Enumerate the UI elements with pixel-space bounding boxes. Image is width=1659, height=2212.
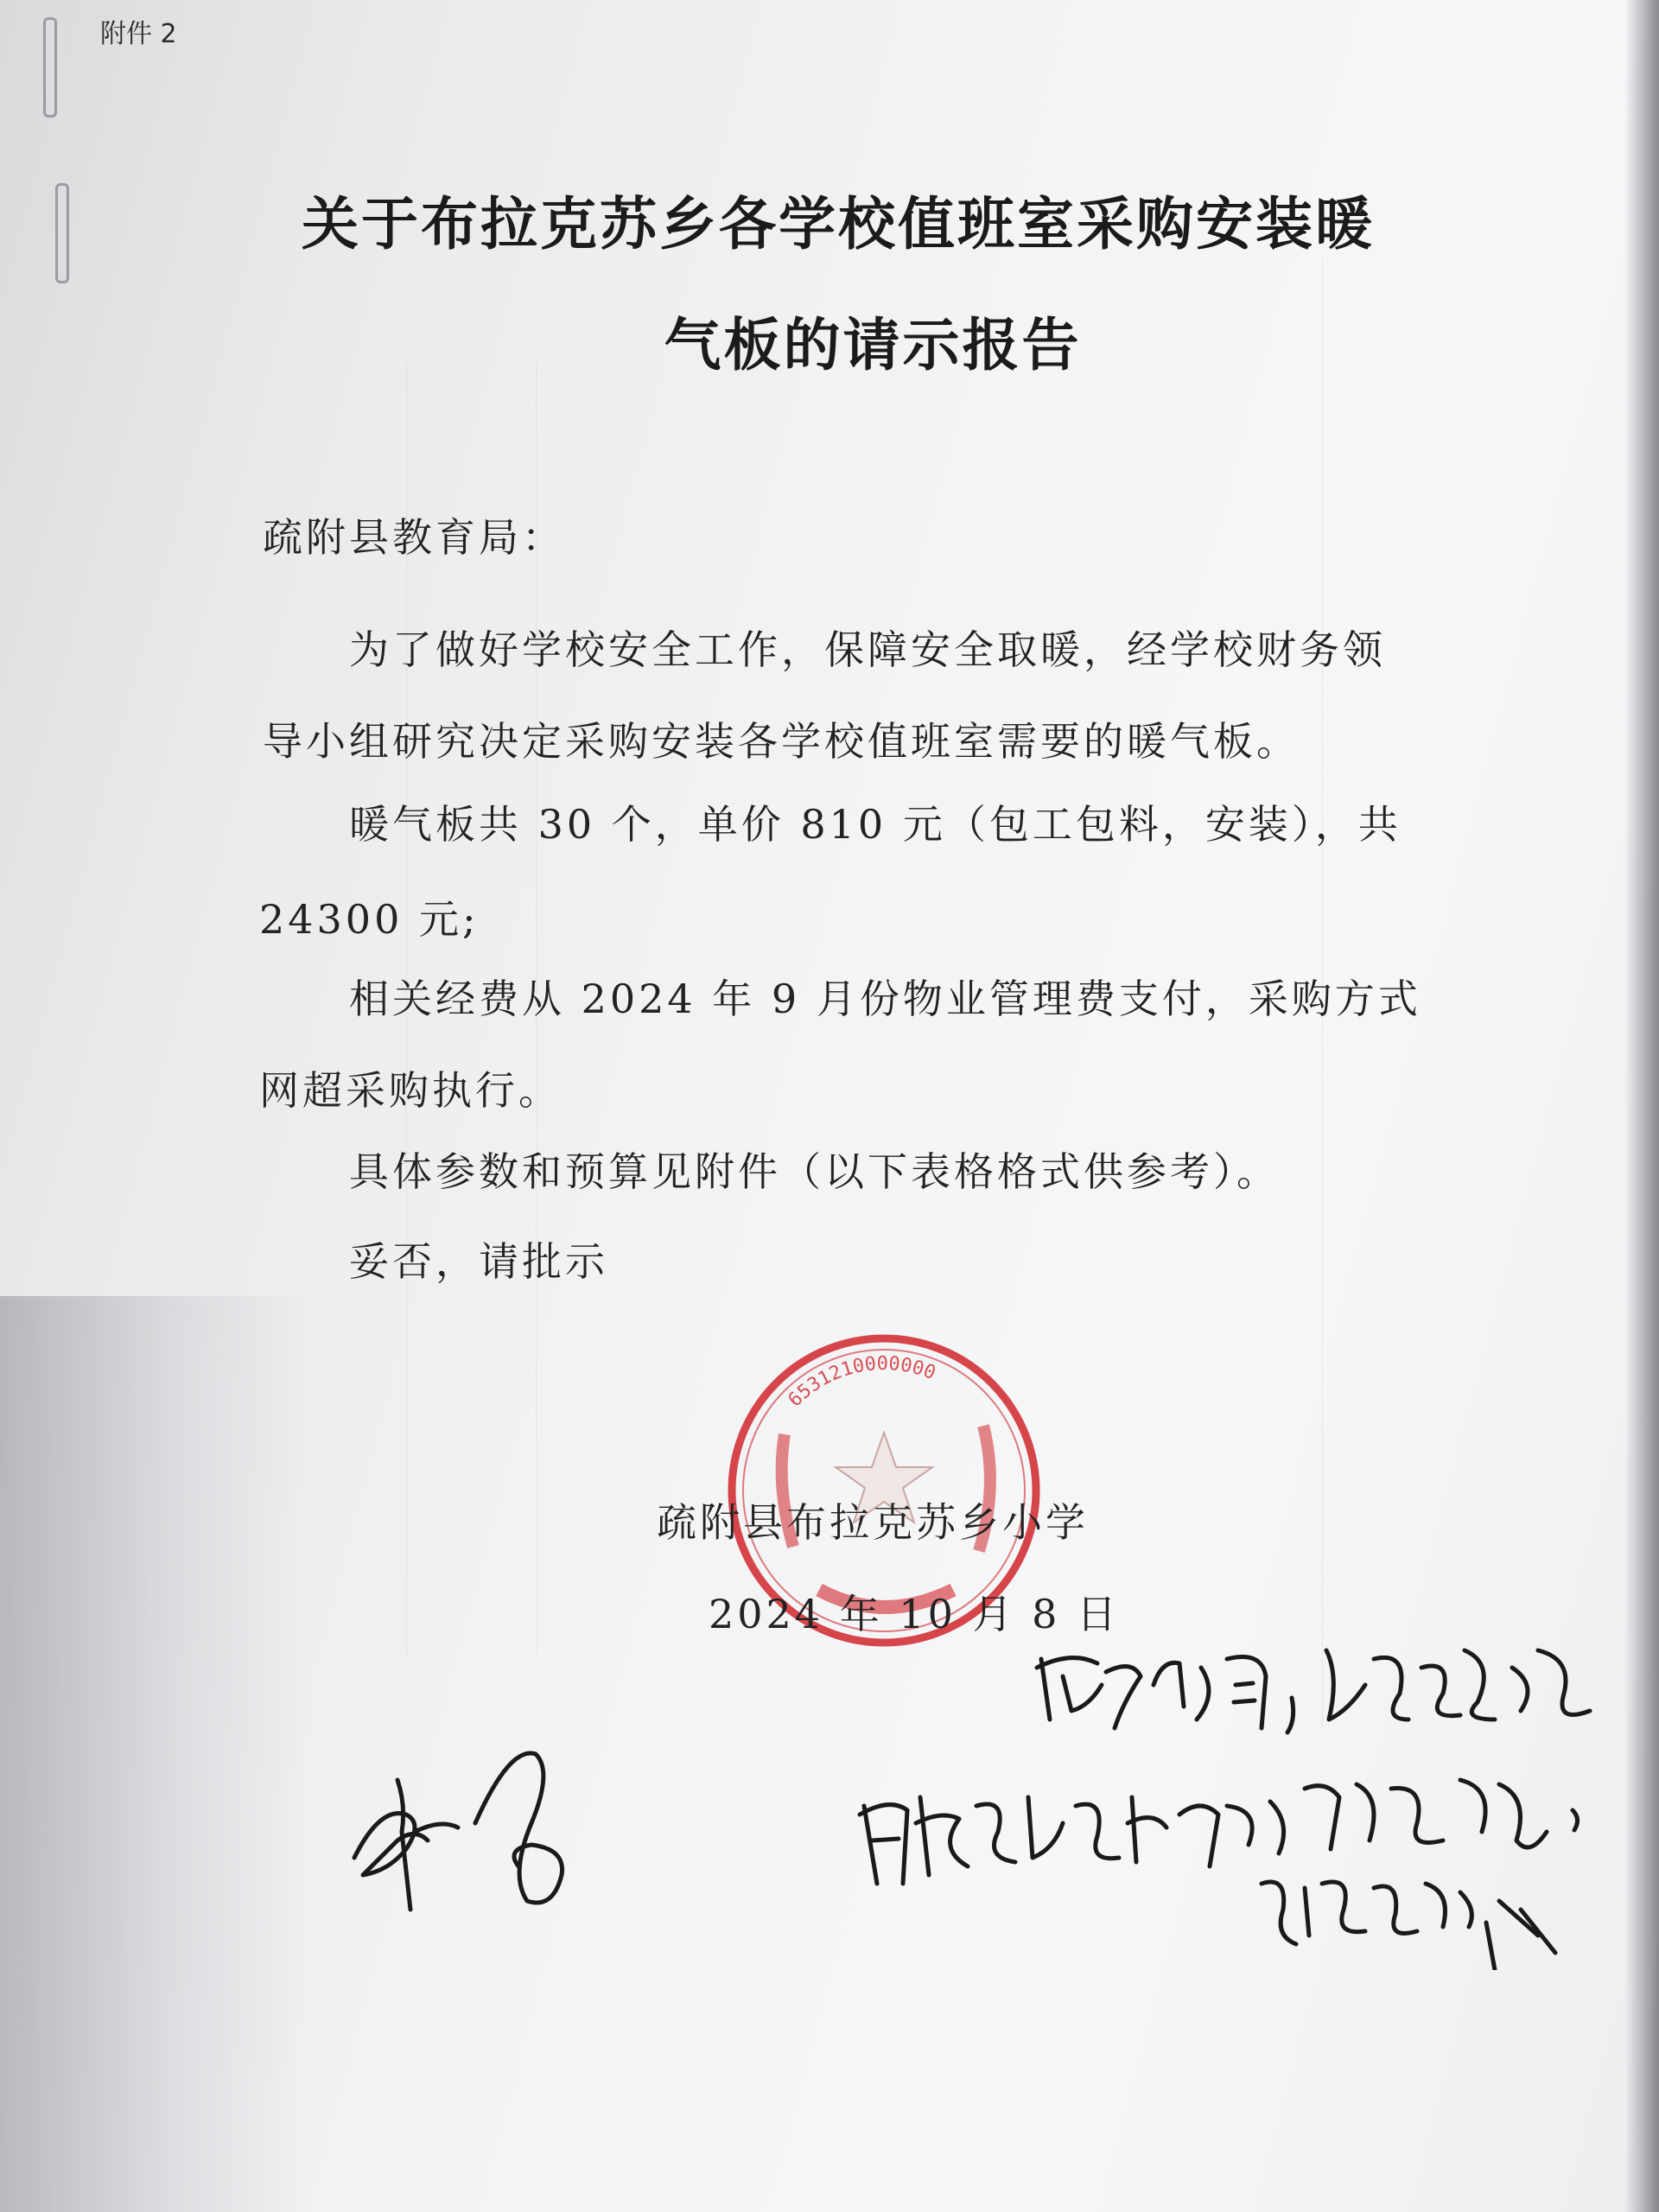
paragraph-line: 24300 元; xyxy=(259,896,480,943)
addressee: 疏附县教育局： xyxy=(263,514,565,561)
staple xyxy=(43,17,57,118)
page-shadow-left xyxy=(0,1296,311,2212)
attachment-label: 附件 2 xyxy=(100,19,177,49)
paragraph-line: 导小组研究决定采购安装各学校值班室需要的暖气板。 xyxy=(263,718,1300,765)
issue-date: 2024 年 10 月 8 日 xyxy=(709,1591,1120,1637)
paragraph-line: 网超采购执行。 xyxy=(259,1067,562,1114)
document-title-line-1: 关于布拉克苏乡各学校值班室采购安装暖 xyxy=(302,191,1375,257)
handwritten-signature xyxy=(346,1728,588,1936)
issuing-organization: 疏附县布拉克苏乡小学 xyxy=(657,1499,1089,1546)
paragraph-line: 妥否，请批示 xyxy=(349,1238,608,1285)
paragraph-line: 相关经费从 2024 年 9 月份物业管理费支付，采购方式 xyxy=(349,976,1421,1022)
seal-serial: 6531210000000 xyxy=(784,1352,939,1412)
staple xyxy=(55,183,69,283)
handwritten-approval-note xyxy=(855,1624,1633,1970)
paragraph-line: 具体参数和预算见附件（以下表格格式供参考）。 xyxy=(349,1148,1280,1195)
document-title-line-2: 气板的请示报告 xyxy=(664,312,1082,378)
paragraph-line: 暖气板共 30 个，单价 810 元（包工包料，安装），共 xyxy=(349,801,1402,848)
paragraph-line: 为了做好学校安全工作，保障安全取暖，经学校财务领 xyxy=(349,626,1386,673)
